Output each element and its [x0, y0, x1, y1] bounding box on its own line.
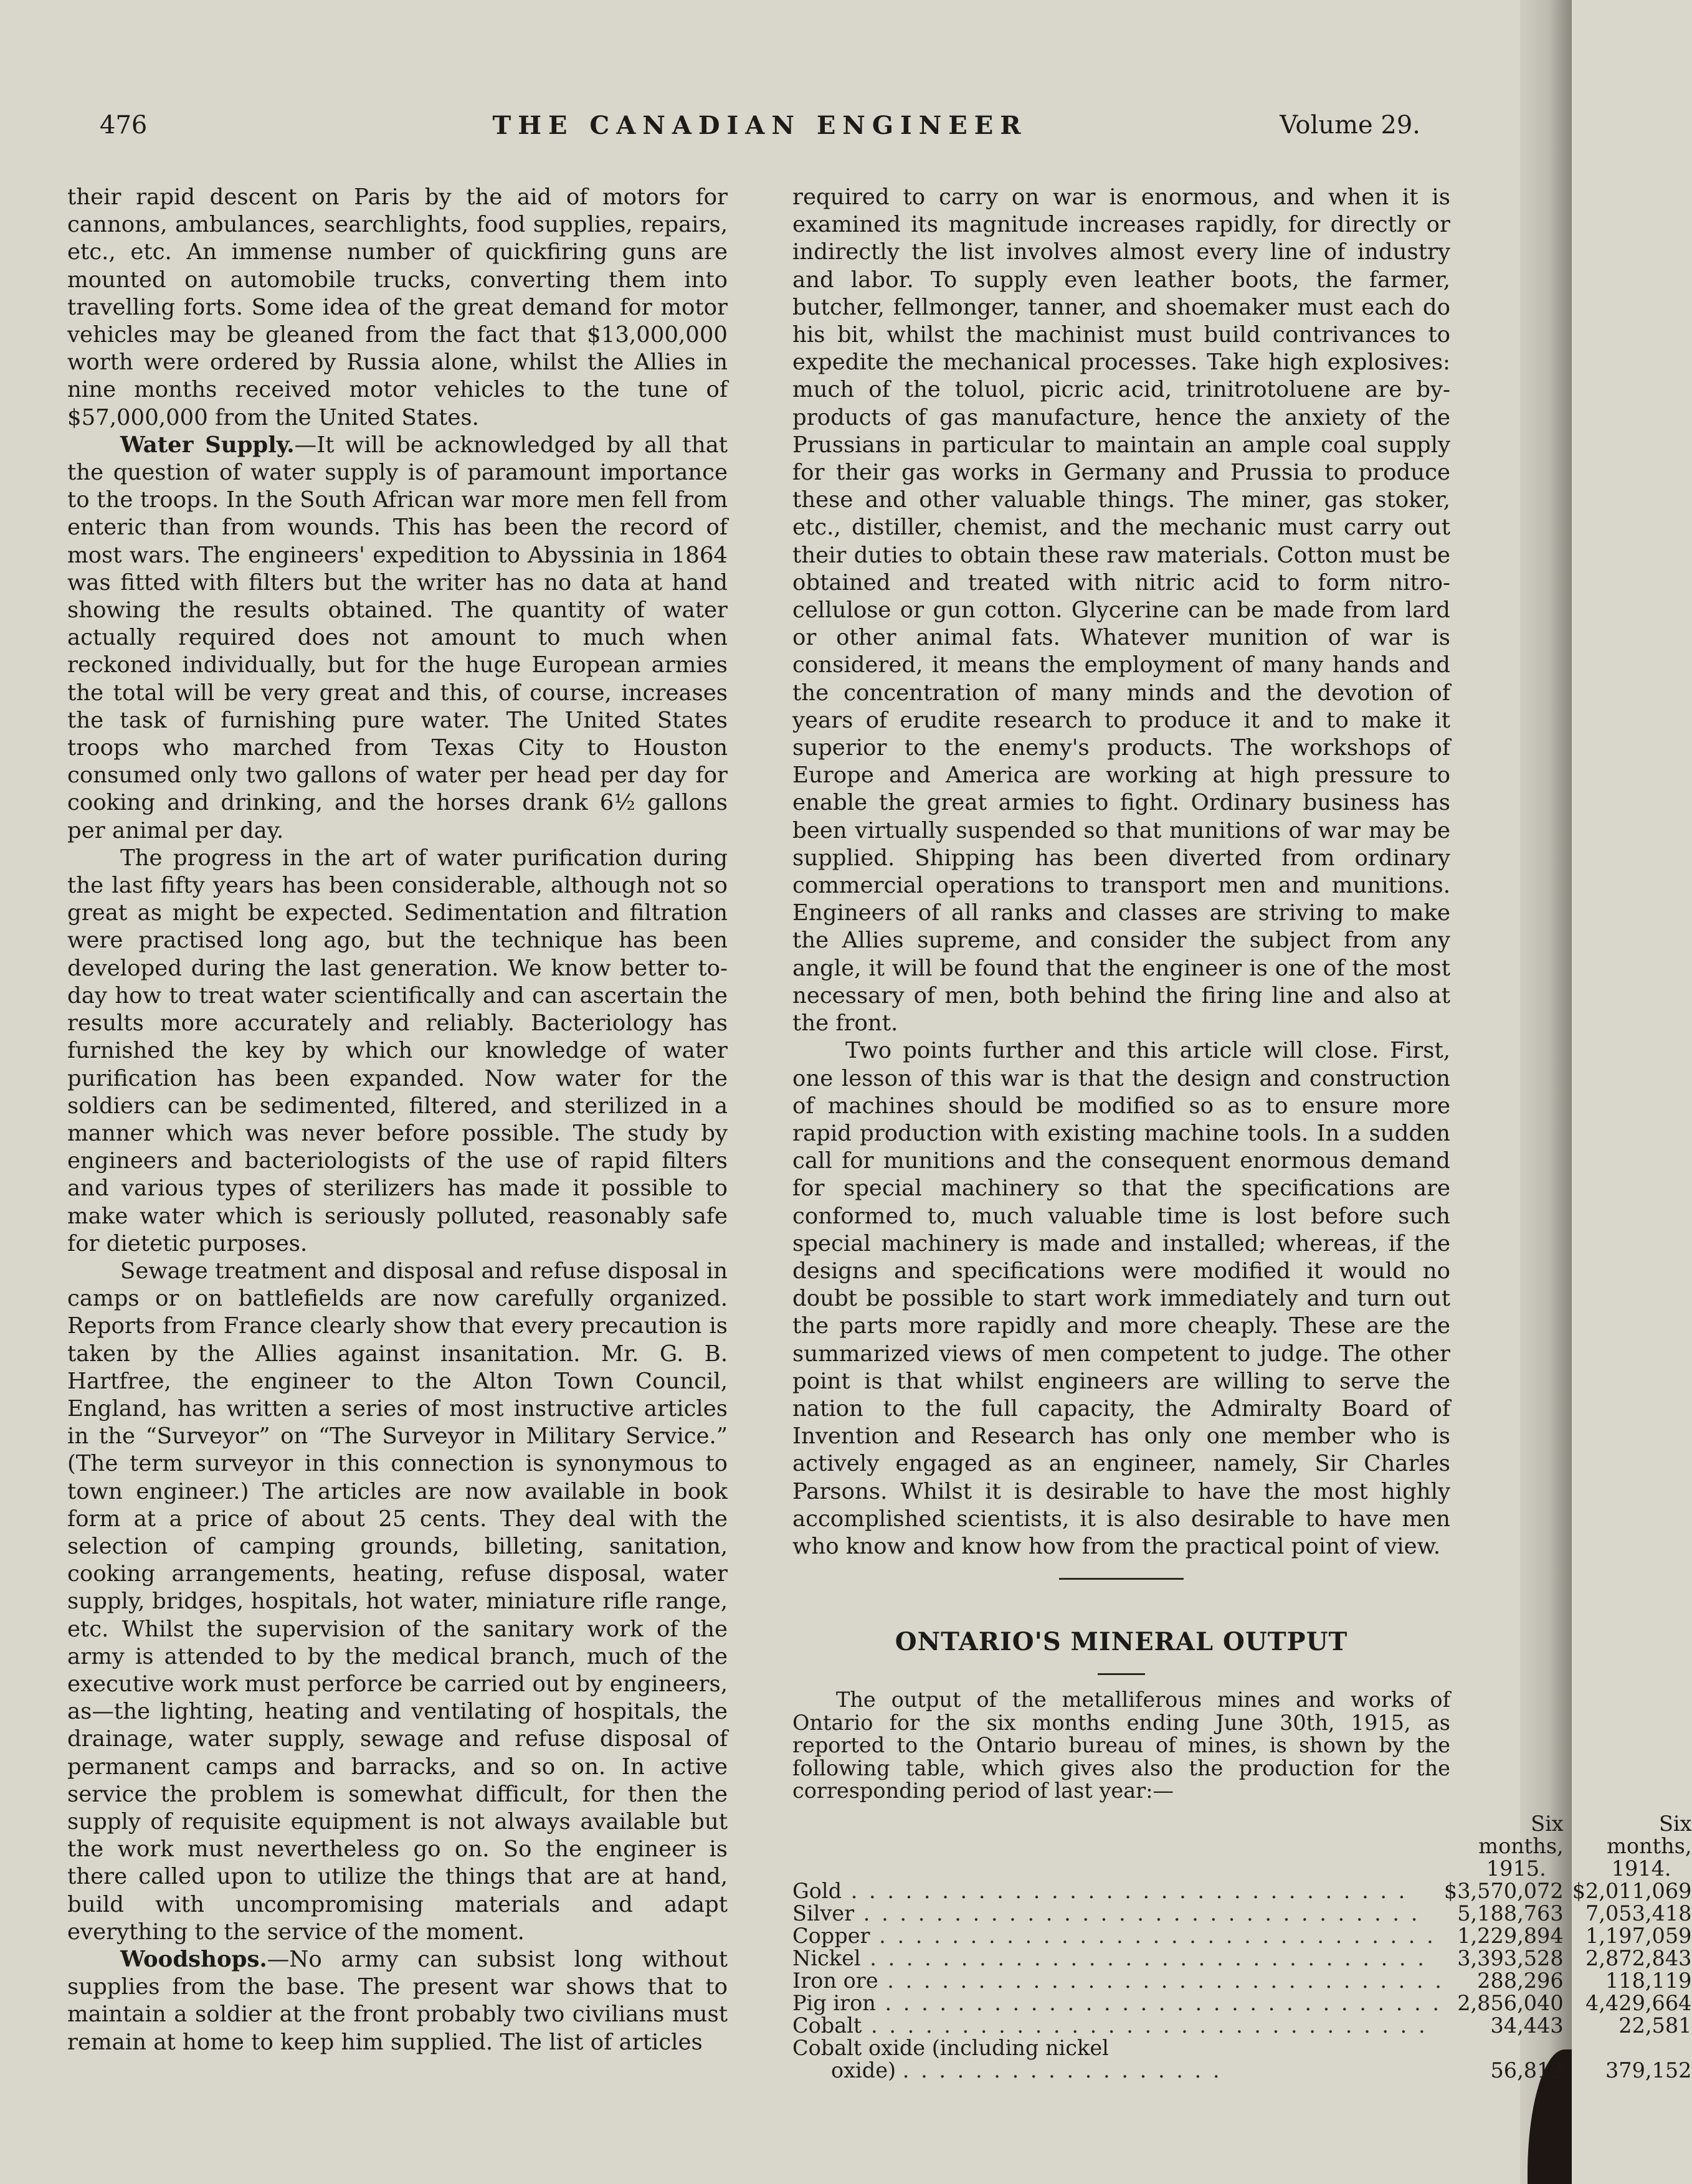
- running-header: [100, 111, 1420, 148]
- leader-dots: . . . . . . . . . . . . . . . . . . . . . . . . . . . . . . .: [875, 1990, 1442, 2015]
- row-label: oxide): [831, 2058, 896, 2082]
- run-in-heading: Water Supply.: [120, 432, 295, 458]
- table-body: [792, 1880, 1692, 2037]
- value-1915: 34,443: [1490, 2013, 1564, 2038]
- row-label: Gold: [792, 1878, 842, 1903]
- column-header-line: Six months,: [1607, 1811, 1692, 1858]
- value-1915: 288,296: [1477, 1968, 1564, 1993]
- paragraph: required to carry on war is enormous, and when it is examined its magnitude increases rapidly, for directly or indirectly the list involves almost every line of industry and labor. To supply even leather boots, the farmer, butcher, fellmonger, tanner, and shoemaker must each do his bit, whilst the machinist must build contrivances to expedite the mechanical processes. Take high explosives: much of the toluol, picric acid, trinitrotoluene are by-products of gas manufacture, hence the anxiety of the Prussians in particular to maintain an ample coal supply for their gas works in Germany and Prussia to produce these and other valuable things. The miner, gas stoker, etc., distiller, chemist, and the mechanic must carry out their duties to obtain these raw materials. Cotton must be obtained and treated with nitric acid to form nitro-cellulose or gun cotton. Glycerine can be made from lard or other animal fats. Whatever munition of war is considered, it means the employment of many hands and the concentration of many minds and the devotion of years of erudite research to produce it and to make it superior to the enemy's products. The workshops of Europe and America are working at high pressure to enable the great armies to fight. Ordinary business has been virtually suspended so that munitions of war may be supplied. Shipping has been diverted from ordinary commercial operations to transport men and munitions. Engineers of all ranks and classes are striving to make the Allies supreme, and consider the subject from any angle, it will be found that the engineer is one of the most necessary of men, both behind the firing line and also at the front.: [792, 184, 1450, 1037]
- value-1915: 2,856,040: [1457, 1990, 1564, 2015]
- table-row: [792, 2059, 1692, 2082]
- column-header-line: Six months,: [1478, 1811, 1564, 1858]
- article-title: ONTARIO'S MINERAL OUTPUT: [895, 1627, 1348, 1657]
- leader-dots: . . . . . . . . . . . . . . . . . . . . . . . . . . . . . . .: [870, 1923, 1436, 1948]
- right-column: [792, 184, 1692, 2082]
- table-row: [792, 2015, 1692, 2037]
- value-1914: 379,152: [1605, 2058, 1692, 2082]
- journal-title: THE CANADIAN ENGINEER: [492, 111, 1028, 140]
- value-1914: 7,053,418: [1585, 1901, 1692, 1925]
- table-header-row: [792, 1813, 1692, 1880]
- leader-dots: . . . . . . . . . . . . . . . . . . . . . . . . . . . . . . .: [842, 1878, 1408, 1903]
- volume-label: Volume 29.: [1280, 111, 1420, 140]
- table-row: [792, 1902, 1692, 1925]
- paragraph-text: —No army can subsist long without supplies from the base. The present war shows that to maintain a soldier at the front probably two civilians must remain at home to keep him supplied. The list of articles: [67, 1947, 728, 2055]
- value-1914: 22,581: [1618, 2013, 1692, 2038]
- page-number: 476: [100, 111, 148, 140]
- paragraph-water-supply: [67, 432, 728, 845]
- row-label: Pig iron: [792, 1990, 876, 2015]
- leader-dots: . . . . . . . . . . . . . . . . . .: [902, 2058, 1222, 2082]
- value-1914: 2,872,843: [1585, 1945, 1692, 1970]
- value-1914: 1,197,059: [1585, 1923, 1692, 1948]
- left-column: [67, 184, 728, 2056]
- column-header-line: 1914.: [1611, 1856, 1671, 1881]
- row-label: Iron ore: [792, 1968, 878, 1993]
- paragraph: their rapid descent on Paris by the aid of motors for cannons, ambulances, searchlights, food supplies, repairs, etc., etc. An immense number of quickfiring guns are mounted on automobile trucks, converting them into travelling forts. Some idea of the great demand for motor vehicles may be gleaned from the fact that $13,000,000 worth were ordered by Russia alone, whilst the Allies in nine months received motor vehicles to the tune of $57,000,000 from the United States.: [67, 184, 728, 430]
- paragraph-text: —It will be acknowledged by all that the question of water supply is of paramount importance to the troops. In the South African war more men fell from enteric than from wounds. This has been the record of most wars. The engineers' expedition to Abyssinia in 1864 was fitted with filters but the writer has no data at hand showing the results obtained. The quantity of water actually required does not amount to much when reckoned individually, but for the huge European armies the total will be very great and this, of course, increases the task of furnishing pure water. The United States troops who marched from Texas City to Houston consumed only two gallons of water per head per day for cooking and drinking, and the horses drank 6½ gallons per animal per day.: [67, 432, 728, 843]
- column-header-1914: [1572, 1813, 1692, 1880]
- row-label: Silver: [792, 1901, 855, 1925]
- paragraph: Sewage treatment and disposal and refuse disposal in camps or on battlefields are now carefully organized. Reports from France clearly show that every precaution is taken by the Allies against insanitation. Mr. G. B. Hartfree, the engineer to the Alton Town Council, England, has written a series of most instructive articles in the “Surveyor” on “The Surveyor in Military Service.” (The term surveyor in this connection is synonymous to town engineer.) The articles are now available in book form at a price of about 25 cents. They deal with the selection of camping grounds, billeting, sanitation, cooking arrangements, heating, refuse disposal, water supply, bridges, hospitals, hot water, miniature rifle range, etc. Whilst the supervision of the sanitary work of the army is attended to by the medical branch, much of the executive work must perforce be carried out by engineers, as—the lighting, heating and ventilating of hospitals, the drainage, water supply, sewage and refuse disposal of permanent camps and barracks, and so on. In active service the problem is somewhat difficult, for then the supply of requisite equipment is not always available but the work must nevertheless go on. So the engineer is there called upon to utilize the things that are at hand, build with uncompromising materials and adapt everything to the service of the moment.: [67, 1258, 728, 1945]
- paragraph-woodshops: [67, 1946, 728, 2056]
- value-1915: 3,393,528: [1457, 1945, 1564, 1970]
- leader-dots: . . . . . . . . . . . . . . . . . . . . . . . . . . . . . . .: [862, 2013, 1428, 2038]
- row-label-cell: [792, 1925, 1444, 1947]
- section-divider: [1059, 1578, 1184, 1580]
- table-row: [792, 1925, 1692, 1947]
- table-row: [792, 1947, 1692, 1970]
- mineral-output-table: [792, 1813, 1692, 2082]
- value-1915: 1,229,894: [1457, 1923, 1564, 1948]
- table-row: [792, 1880, 1692, 1902]
- row-label-cell: [792, 2015, 1444, 2037]
- row-label-cell: [792, 1992, 1444, 2015]
- leader-dots: . . . . . . . . . . . . . . . . . . . . . . . . . . . . . . .: [860, 1945, 1427, 1970]
- title-underline: [1098, 1673, 1145, 1675]
- value-1915: 5,188,763: [1457, 1901, 1564, 1925]
- intro-text: The output of the metalliferous mines and works of Ontario for the six months ending June 30th, 1915, as reported to the Ontario bureau of mines, is shown by the following table, which gives also the production for the corresponding period of last year:—: [792, 1688, 1450, 1803]
- value-1914: $2,011,069: [1572, 1878, 1692, 1903]
- row-label: Cobalt oxide (including nickel: [792, 2035, 1109, 2060]
- value-1915: 56,812: [1490, 2058, 1564, 2082]
- leader-dots: . . . . . . . . . . . . . . . . . . . . . . . . . . . . . . .: [854, 1901, 1420, 1925]
- value-1914: 118,119: [1605, 1968, 1692, 1993]
- row-label: Copper: [792, 1923, 870, 1948]
- run-in-heading: Woodshops.: [120, 1947, 267, 1972]
- table-row: [792, 1992, 1692, 2015]
- row-label-cell: [792, 1970, 1444, 1992]
- value-1915: $3,570,072: [1443, 1878, 1564, 1903]
- column-header-1915: [1444, 1813, 1572, 1880]
- row-label-cell: [792, 1947, 1444, 1970]
- leader-dots: . . . . . . . . . . . . . . . . . . . . . . . . . . . . . . .: [878, 1968, 1444, 1993]
- value-1914: 4,429,664: [1585, 1990, 1692, 2015]
- column-header-line: 1915.: [1486, 1856, 1546, 1881]
- row-label-cell: [792, 1902, 1444, 1925]
- row-label: Cobalt: [792, 2013, 862, 2038]
- table-row: [792, 1970, 1692, 1992]
- paragraph: Two points further and this article will close. First, one lesson of this war is that the design and construction of machines should be modified so as to ensure more rapid production with existing machine tools. In a sudden call for munitions and the consequent enormous demand for special machinery so that the specifications are conformed to, much valuable time is lost before such special machinery is made and installed; whereas, if the designs and specifications were modified it would no doubt be possible to start work immediately and turn out the parts more rapidly and more cheaply. These are the summarized views of men competent to judge. The other point is that whilst engineers are willing to serve the nation to the full capacity, the Admiralty Board of Invention and Research has only one member who is actively engaged as an engineer, namely, Sir Charles Parsons. Whilst it is desirable to have the most highly accomplished scientists, it is also desirable to have men who know and know how from the practical point of view.: [792, 1038, 1450, 1559]
- row-label-cell: [792, 2059, 1444, 2082]
- paragraph: The progress in the art of water purification during the last fifty years has been considerable, although not so great as might be expected. Sedimentation and filtration were practised long ago, but the technique has been developed during the last generation. We know better to-day how to treat water scientifically and can ascertain the results more accurately and reliably. Bacteriology has furnished the key by which our knowledge of water purification has been expanded. Now water for the soldiers can be sedimented, filtered, and sterilized in a manner which was never before possible. The study by engineers and bacteriologists of the use of rapid filters and various types of sterilizers has made it possible to make water which is seriously polluted, reasonably safe for dietetic purposes.: [67, 845, 728, 1256]
- table-row: [792, 2037, 1692, 2059]
- row-label-cell: [792, 1880, 1444, 1902]
- article-intro: [792, 1689, 1450, 1803]
- row-label: Nickel: [792, 1945, 861, 1970]
